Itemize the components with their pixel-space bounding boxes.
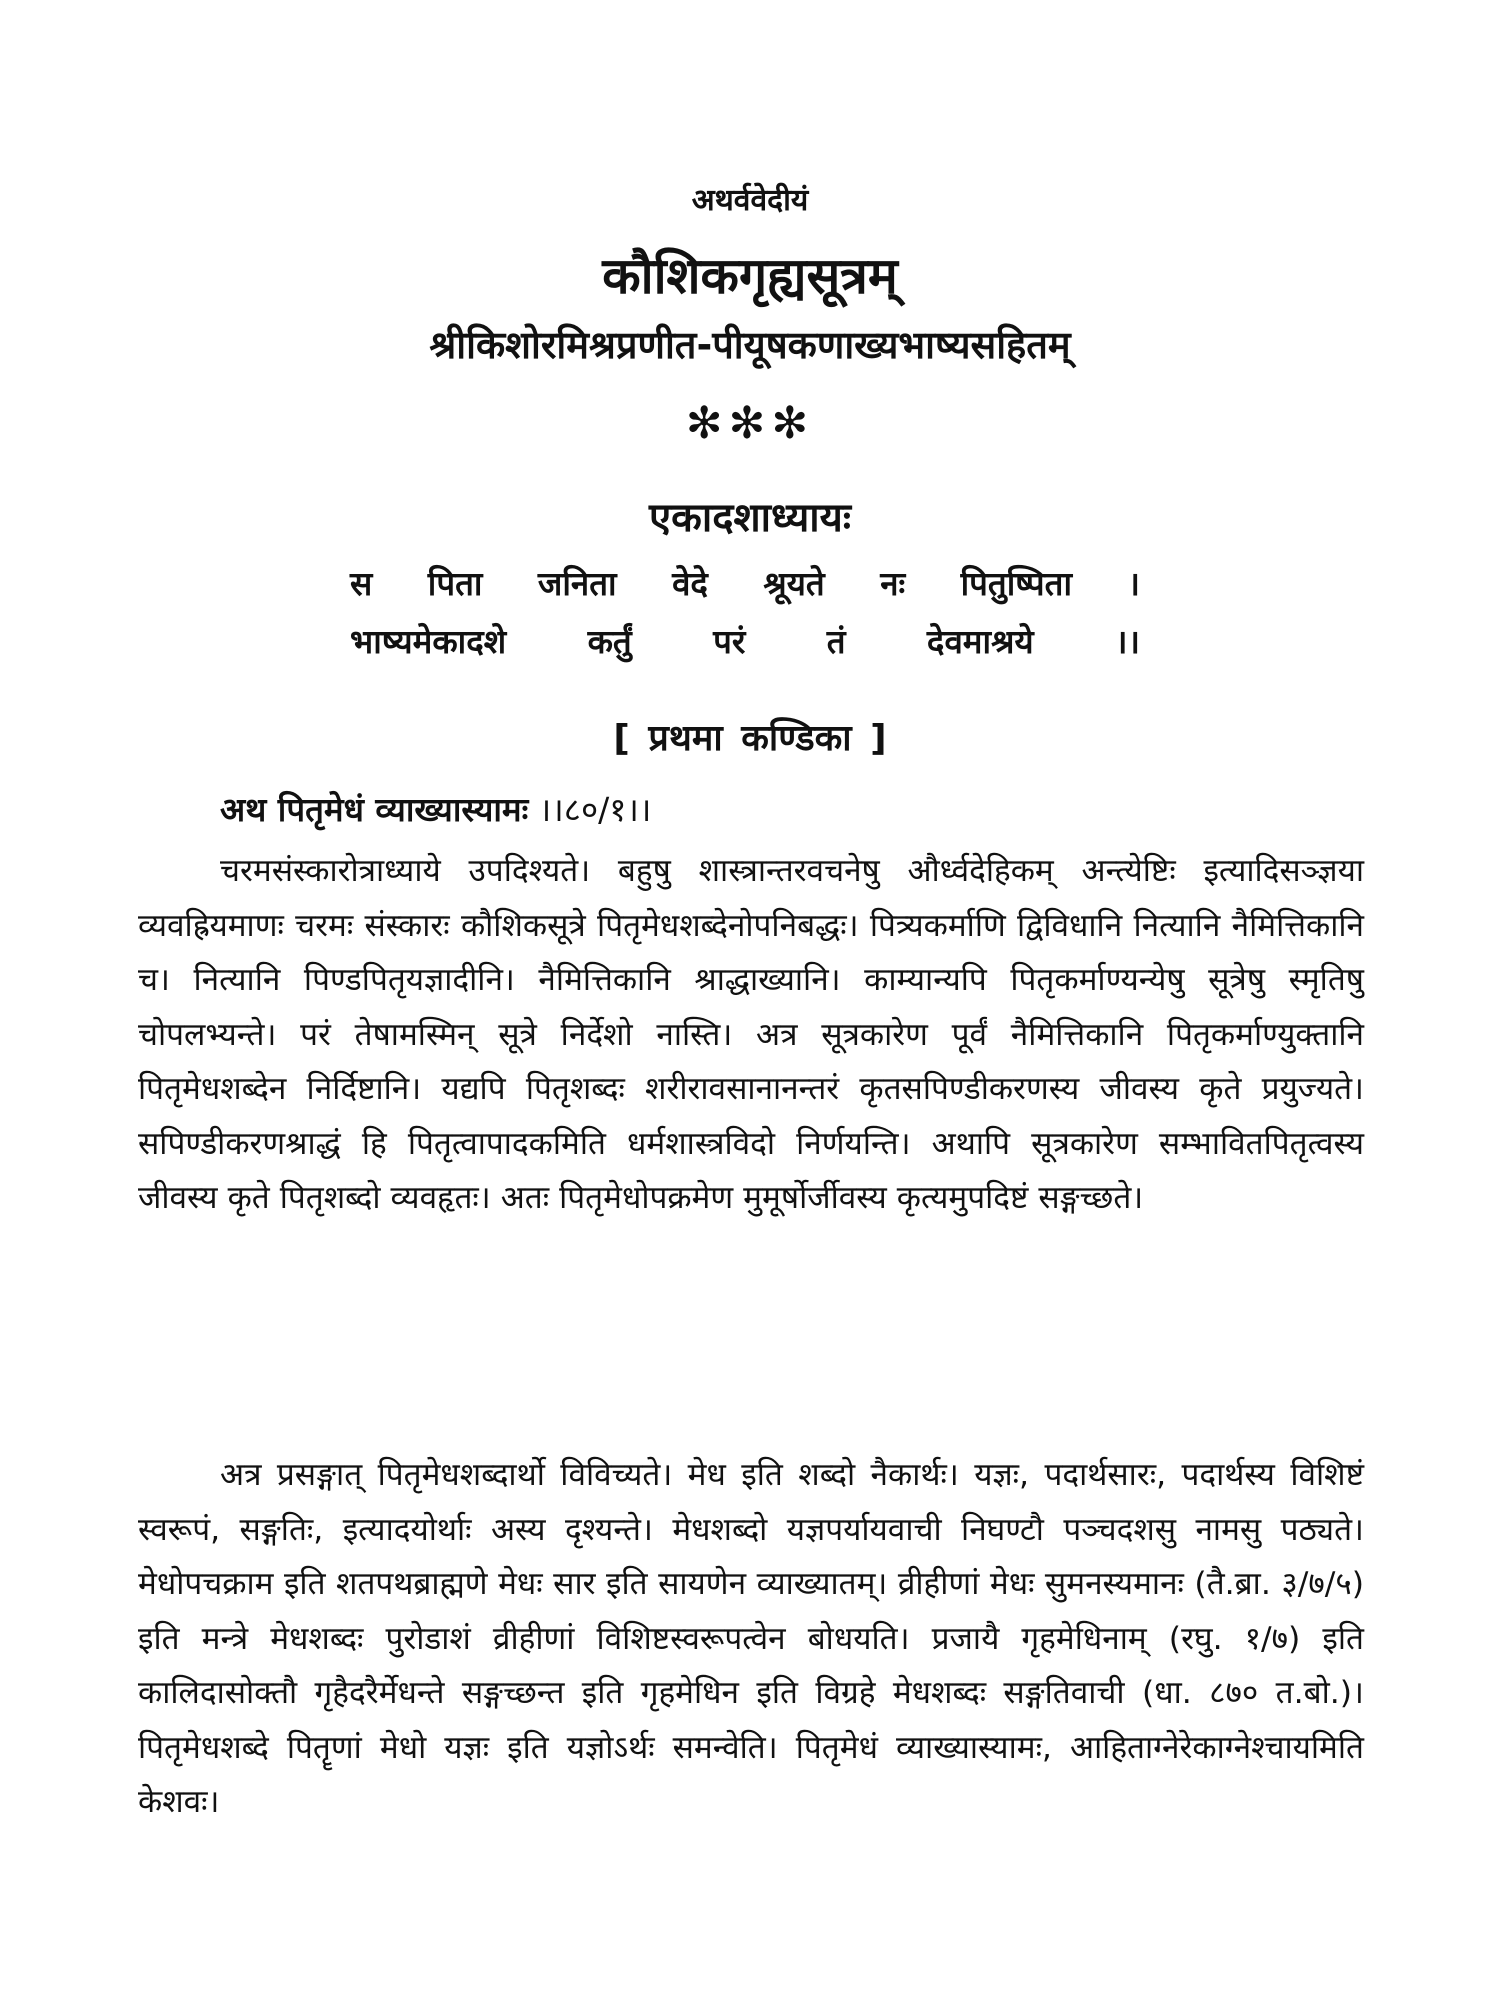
book-subtitle: श्रीकिशोरमिश्रप्रणीत-पीयूषकणाख्यभाष्यसहितम्	[429, 323, 1071, 367]
kandika-heading: [ प्रथमा कण्डिका ]	[613, 718, 887, 759]
chapter-title: एकादशाध्यायः	[649, 495, 851, 541]
commentary-paragraph-1: चरमसंस्कारोत्राध्याये उपदिश्यते। बहुषु शास्त्रान्तरवचनेषु और्ध्वदेहिकम् अन्त्येष्टिः इत्यादिसञ्ज्ञया व्यवह्रियमाणः चरमः संस्कारः कौशिकसूत्रे पितृमेधशब्देनोपनिबद्धः। पित्र्यकर्माणि द्विविधानि नित्यानि नैमित्तिकानि च। नित्यानि पिण्डपितृयज्ञादीनि। नैमित्तिकानि श्राद्धाख्यानि। काम्यान्यपि पितृकर्माण्यन्येषु सूत्रेषु स्मृतिषु चोपलभ्यन्ते। परं तेषामस्मिन् सूत्रे निर्देशो नास्ति। अत्र सूत्रकारेण पूर्वं नैमित्तिकानि पितृकर्माण्युक्तानि पितृमेधशब्देन निर्दिष्टानि। यद्यपि पितृशब्दः शरीरावसानानन्तरं कृतसपिण्डीकरणस्य जीवस्य कृते प्रयुज्यते। सपिण्डीकरणश्राद्धं हि पितृत्वापादकमिति धर्मशास्त्रविदो निर्णयन्ति। अथापि सूत्रकारेण सम्भावितपितृत्वस्य जीवस्य कृते पितृशब्दो व्यवहृतः। अतः पितृमेधोपक्रमेण मुमूर्षोर्जीवस्य कृत्यमुपदिष्टं सङ्गच्छते।	[138, 853, 1364, 1216]
ornament-stars: ✻✻✻	[685, 398, 815, 449]
sutra-number: ।।८०/१।।	[538, 790, 652, 829]
book-title: कौशिकगृह्यसूत्रम्	[602, 247, 898, 305]
commentary-paragraph-2: अत्र प्रसङ्गात् पितृमेधशब्दार्थो विविच्यते। मेध इति शब्दो नैकार्थः। यज्ञः, पदार्थसारः, पदार्थस्य विशिष्टं स्वरूपं, सङ्गतिः, इत्यादयोर्थाः अस्य दृश्यन्ते। मेधशब्दो यज्ञपर्यायवाची निघण्टौ पञ्चदशसु नामसु पठ्यते। मेधोपचक्राम इति शतपथब्राह्मणे मेधः सार इति सायणेन व्याख्यातम्। व्रीहीणां मेधः सुमनस्यमानः (तै.ब्रा. ३/७/५) इति मन्त्रे मेधशब्दः पुरोडाशं व्रीहीणां विशिष्टस्वरूपत्वेन बोधयति। प्रजायै गृहमेधिनाम् (रघु. १/७) इति कालिदासोक्तौ गृहैदरैर्मेधन्ते सङ्गच्छन्त इति गृहमेधिन इति विग्रहे मेधशब्दः सङ्गतिवाची (धा. ८७० त.बो.)। पितृमेधशब्दे पितॄणां मेधो यज्ञः इति यज्ञोऽर्थः समन्वेति। पितृमेधं व्याख्यास्यामः, आहिताग्नेरेकाग्नेश्चायमिति केशवः।	[138, 1457, 1364, 1820]
sutra-line	[220, 786, 651, 831]
invocation-verse-line-1: स पिता जनिता वेदे श्रूयते नः पितुष्पिता ।	[350, 564, 1140, 603]
sutra-text: अथ पितृमेधं व्याख्यास्यामः	[220, 790, 529, 829]
veda-heading: अथर्ववेदीयं	[691, 183, 809, 218]
invocation-verse-line-2: भाष्यमेकादशे कर्तुं परं तं देवमाश्रये ।।	[350, 622, 1140, 661]
